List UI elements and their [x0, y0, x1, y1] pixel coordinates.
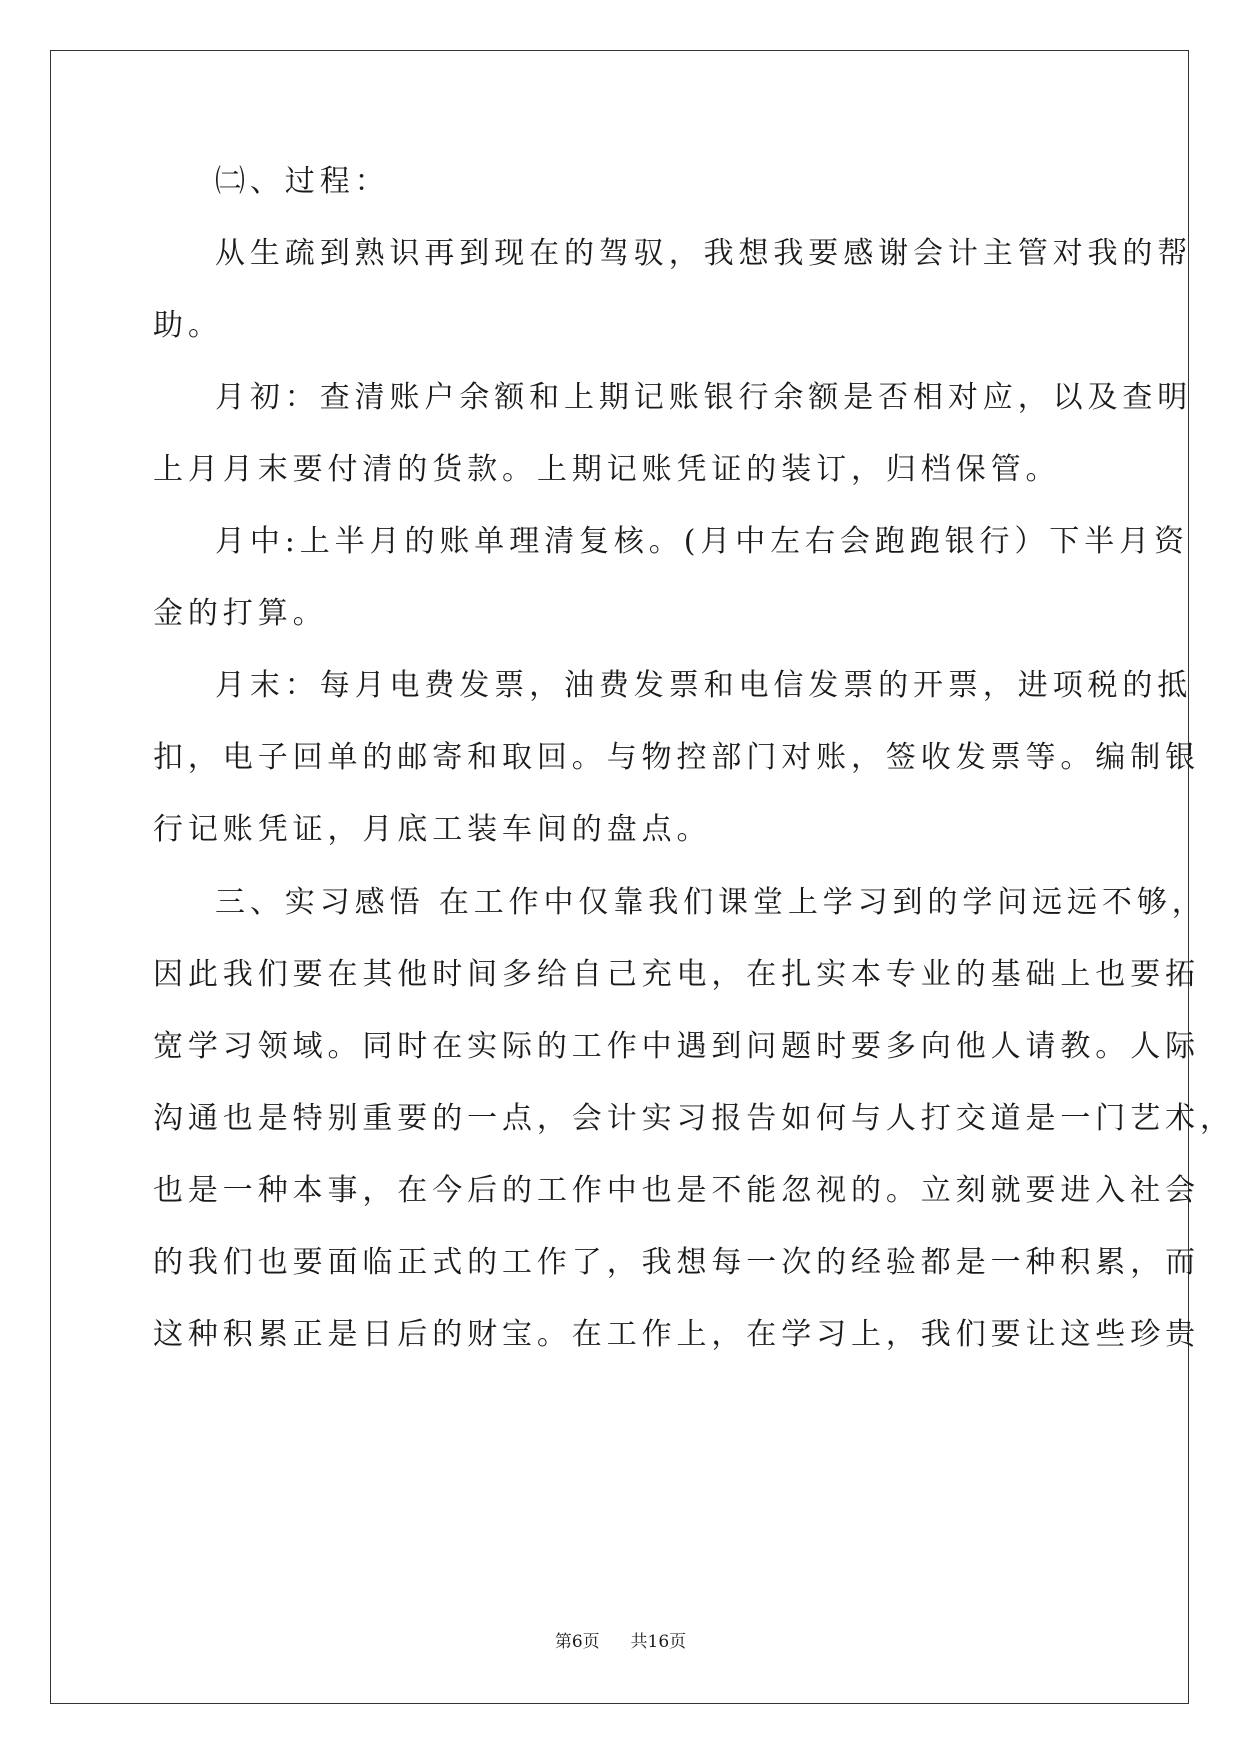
- text-line: ㈡、过程：: [215, 164, 390, 199]
- page-footer: [0, 1630, 1241, 1654]
- text-line: 上月月末要付清的货款。上期记账凭证的装订，归档保管。: [153, 452, 1061, 487]
- text-line: 月中:上半月的账单理清复核。(月中左右会跑跑银行）下半月资: [215, 524, 1189, 559]
- text-line: 也是一种本事，在今后的工作中也是不能忽视的。立刻就要进入社会: [153, 1173, 1200, 1208]
- text-line: 三、实习感悟 在工作中仅靠我们课堂上学习到的学问远远不够，: [215, 885, 1207, 920]
- text-line: 月末：每月电费发票，油费发票和电信发票的开票，进项税的抵: [215, 668, 1193, 703]
- page-border: [50, 50, 1189, 1704]
- text-line: 金的打算。: [153, 596, 328, 631]
- text-line: 因此我们要在其他时间多给自己充电，在扎实本专业的基础上也要拓: [153, 957, 1200, 992]
- text-line: 沟通也是特别重要的一点，会计实习报告如何与人打交道是一门艺术，: [153, 1101, 1235, 1136]
- text-line: 这种积累正是日后的财宝。在工作上，在学习上，我们要让这些珍贵: [153, 1317, 1200, 1352]
- text-line: 从生疏到熟识再到现在的驾驭，我想我要感谢会计主管对我的帮: [215, 236, 1193, 271]
- text-line: 月初：查清账户余额和上期记账银行余额是否相对应，以及查明: [215, 380, 1193, 415]
- text-line: 助。: [153, 308, 223, 343]
- page-total: 共16页: [630, 1632, 687, 1652]
- text-line: 宽学习领域。同时在实际的工作中遇到问题时要多向他人请教。人际: [153, 1029, 1200, 1064]
- text-line: 行记账凭证，月底工装车间的盘点。: [153, 812, 712, 847]
- text-line: 的我们也要面临正式的工作了，我想每一次的经验都是一种积累，而: [153, 1245, 1200, 1280]
- page-number: 第6页: [554, 1632, 600, 1652]
- text-line: 扣，电子回单的邮寄和取回。与物控部门对账，签收发票等。编制银: [153, 740, 1200, 775]
